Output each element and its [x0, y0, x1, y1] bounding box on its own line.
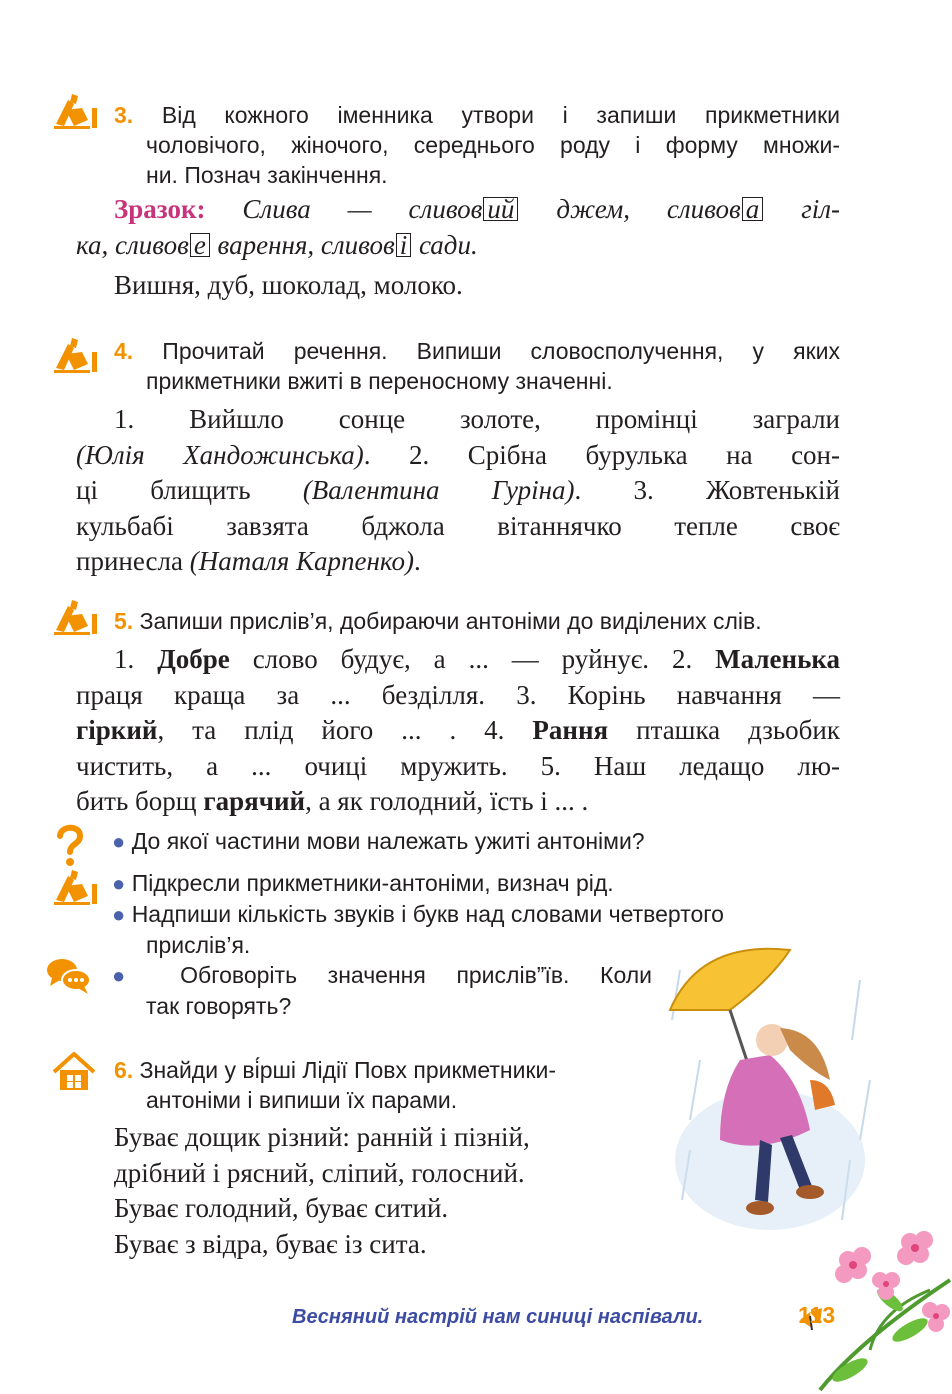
task-number: 3.	[114, 102, 134, 128]
task-3-sample: Зразок: Слива — сливов ий джем, сливов а гіл- ка, сливов е варення, сливов і сади.	[76, 194, 840, 260]
ending-box: е	[190, 233, 210, 257]
speech-bubbles-icon	[46, 956, 92, 996]
task-5-instruction: 5. Запиши прислів’я, добираючи антоніми до виділених слів.	[114, 608, 762, 634]
task-3-words: Вишня, дуб, шоколад, молоко.	[114, 270, 463, 300]
ending-box: і	[396, 233, 412, 257]
house-icon	[52, 1052, 96, 1092]
write-hand-icon	[52, 334, 98, 374]
task-number: 6.	[114, 1057, 134, 1083]
task-4-instruction: 4. Прочитай речення. Випиши словосполучення, у яких прикметники вжиті в переносному значенні.	[114, 338, 840, 394]
write-hand-icon	[52, 596, 98, 636]
bullet-dot: ●	[112, 902, 126, 927]
task-number: 4.	[114, 338, 134, 364]
write-hand-icon	[52, 866, 98, 906]
footer-slogan: Весняний настрій нам синиці наспівали.	[292, 1306, 704, 1328]
write-hand-icon	[52, 90, 98, 130]
bullet-list: ● До якої частини мови належать ужиті антоніми? ● Підкресли прикметники-антоніми, визнач рід. ● Надпиши кількість звуків і букв над словами четвертого прислів’я. ● Обговоріть значення прислів”їв. Коли так говорять?	[112, 828, 724, 1019]
ending-box: а	[742, 197, 764, 221]
girl-umbrella-illustration	[660, 940, 880, 1240]
question-mark-icon	[56, 824, 84, 868]
poem-line: дрібний і рясний, сліпий, голосний.	[114, 1157, 525, 1188]
task-6-instruction: 6. Знайди у ві́рші Лідії Повх прикметники- антоніми і випиши їх парами.	[114, 1057, 557, 1113]
page-number: 113	[798, 1302, 836, 1328]
poem-line: Буває з відра, буває із сита.	[114, 1228, 427, 1259]
task-3-instruction: 3. Від кожного іменника утвори і запиши прикметники чоловічого, жіночого, середнього роду і форму множи- ни. Познач закінчення.	[114, 102, 840, 188]
task-5-proverbs: 1. Добре слово будує, а ... — руйнує. 2. Маленька праця краща за ... безділля. 3. Корінь навчання — гіркий, та плід його ... . 4. Рання пташка дзьобик чистить, а ... очиці мружить. 5. Наш ледащо лю- бить борщ гарячий, а як голодний, їсть і ... .	[76, 644, 840, 816]
poem-line: Буває голодний, буває ситий.	[114, 1193, 449, 1223]
task-6-poem	[114, 1120, 530, 1262]
ending-box: ий	[483, 197, 518, 221]
sample-label: Зразок:	[114, 194, 206, 224]
poem-line: Буває дощик різний: ранній і пізній,	[114, 1122, 530, 1152]
bullet-dot: ●	[112, 871, 126, 896]
bullet-dot: ●	[112, 829, 126, 854]
task-4-text: 1. Вийшло сонце золоте, промінці заграли (Юлія Хандожинська). 2. Срібна бурулька на сон- ці блищить (Валентина Гуріна). 3. Жовтенькій кульбабі завзята бджола вітаннячко тепле своє принесла (Наталя Карпенко).	[76, 404, 841, 576]
task-number: 5.	[114, 608, 134, 634]
bullet-dot: ●	[112, 963, 150, 988]
